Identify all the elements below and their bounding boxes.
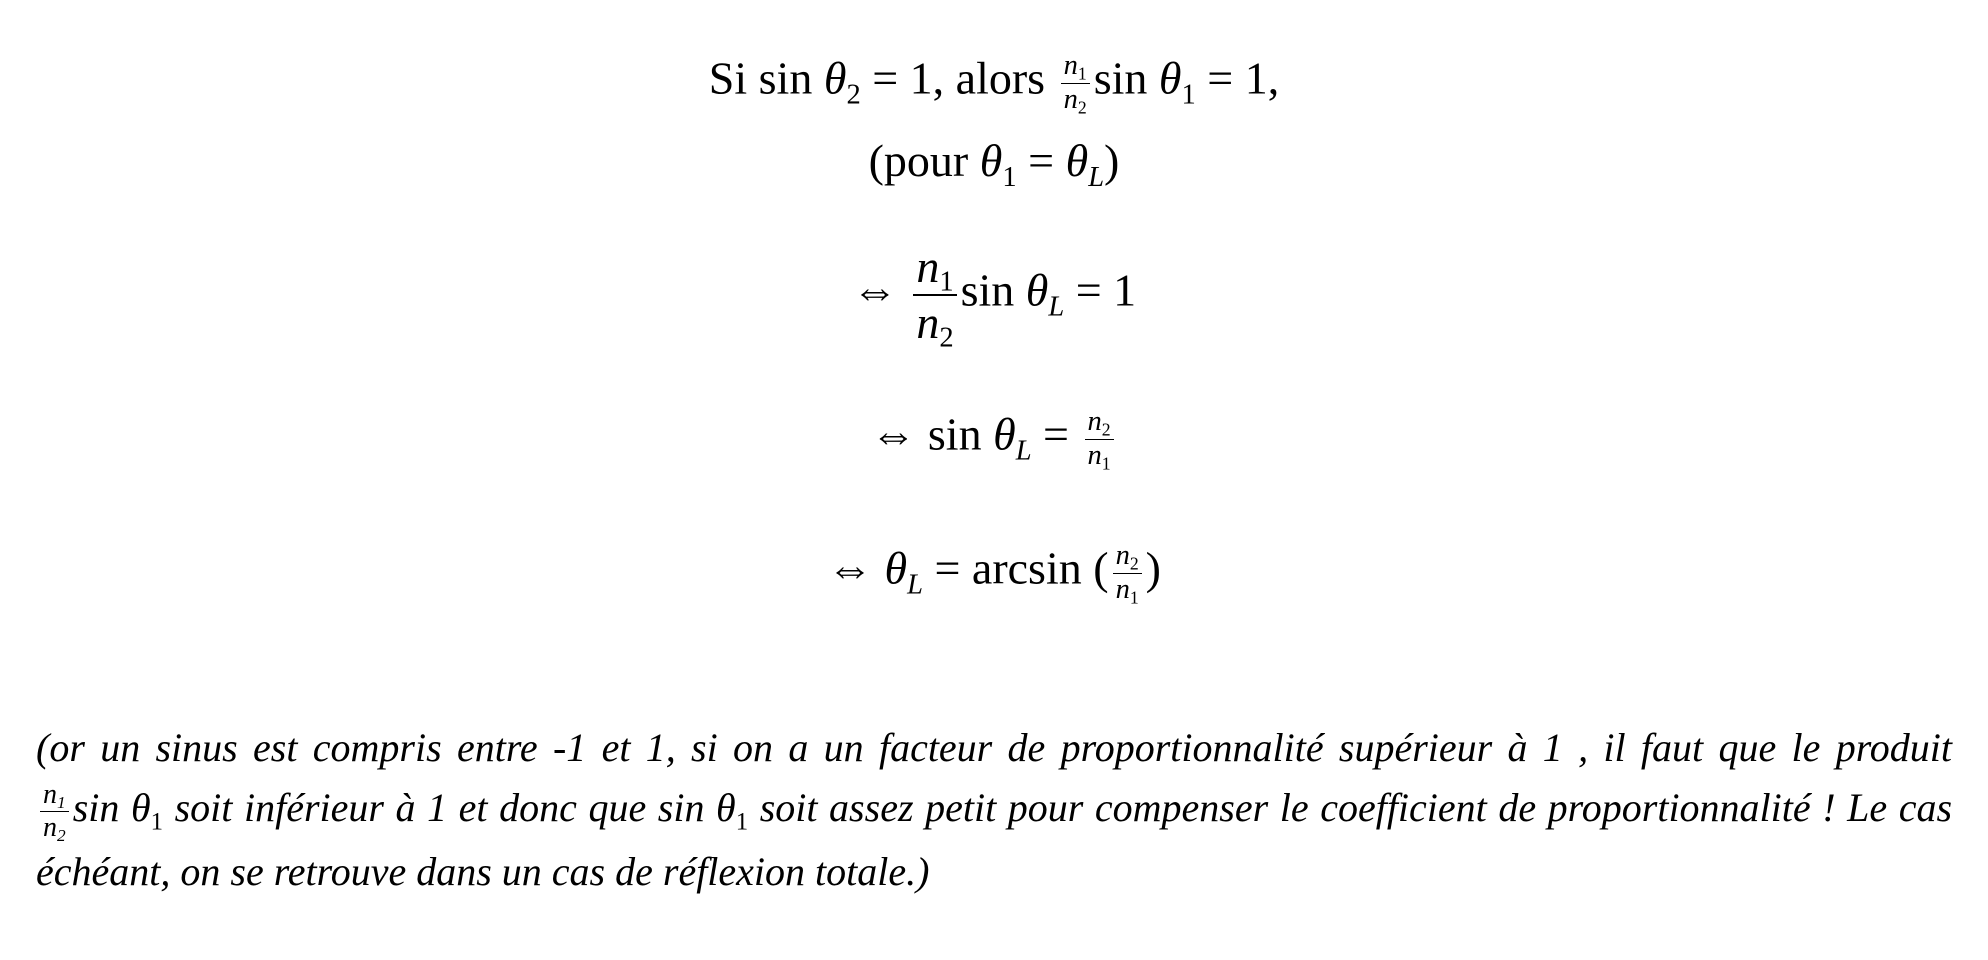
note-paragraph: [36, 718, 1952, 902]
eq1-fraction: [1061, 50, 1090, 117]
eq4-frac-num-sub: 2: [1101, 419, 1111, 440]
eq1-theta-sub: 2: [846, 79, 861, 111]
eq2-theta-sub: 1: [1002, 161, 1017, 193]
note-theta-a-sub: 1: [150, 808, 164, 836]
eq5-frac-num-sub: 2: [1129, 553, 1139, 574]
eq1-frac-den-sub: 2: [1077, 96, 1087, 117]
eq5-theta-sub: L: [907, 569, 923, 601]
eq2-theta-b: θ: [1065, 135, 1089, 186]
eq3-equals-one: = 1: [1064, 264, 1137, 316]
note-part-3: soit assez petit pour compenser le coefficient de proportionnalité ! Le cas échéant, on se retrouve dans un cas de réflexion totale.): [36, 785, 1953, 895]
eq4-sin: sin: [916, 408, 982, 460]
eq2-theta: θ: [979, 135, 1003, 186]
eq2-open: (pour: [868, 135, 980, 186]
eq3-frac-num-sub: 1: [939, 266, 954, 298]
note-frac-den-sub: 2: [57, 826, 66, 846]
eq1-prefix: Si sin: [708, 52, 813, 104]
note-frac-num-sub: 1: [57, 793, 66, 813]
note-inline-math-1: [36, 779, 175, 846]
note-frac-den: n: [43, 812, 57, 844]
eq1-theta: θ: [823, 52, 847, 104]
eq4-arrow: ⇔: [870, 408, 917, 460]
note-part-1: (or un sinus est compris entre -1 et 1, si on a un facteur de proportionnalité supérieur à 1 , il faut que le produit: [36, 725, 1952, 770]
equation-line-1: [0, 50, 1988, 117]
equation-line-5: [0, 540, 1988, 607]
eq5-frac-num: n: [1115, 540, 1130, 571]
eq1-equals-one-end: = 1,: [1195, 52, 1280, 104]
eq4-fraction: [1085, 406, 1114, 473]
eq4-frac-num: n: [1087, 406, 1102, 437]
eq5-frac-den-sub: 1: [1129, 586, 1139, 607]
eq5-fraction: [1113, 540, 1142, 607]
eq2-equals: =: [1016, 135, 1066, 186]
note-sin-b: sin: [657, 785, 705, 830]
note-inline-math-2: [657, 785, 760, 836]
eq3-arrow: ⇔: [851, 264, 898, 316]
eq3-sin: sin: [960, 264, 1015, 316]
eq3-frac-den-sub: 2: [939, 322, 954, 354]
eq1-theta-b: θ: [1158, 52, 1182, 104]
eq1-theta-b-sub: 1: [1181, 79, 1196, 111]
eq5-equals-arcsin: = arcsin (: [922, 542, 1109, 594]
eq5-close: ): [1145, 542, 1161, 594]
eq3-frac-den: n: [916, 297, 940, 348]
eq3-fraction: [913, 241, 956, 354]
eq4-frac-den: n: [1087, 439, 1102, 471]
note-part-2: soit inférieur à 1 et donc que: [174, 785, 658, 830]
equation-line-3: [0, 241, 1988, 354]
eq4-equals: =: [1031, 408, 1081, 460]
eq2-close: ): [1104, 135, 1120, 186]
note-fraction: [40, 779, 69, 846]
note-theta-a: θ: [130, 785, 151, 830]
eq2-theta-b-sub: L: [1088, 161, 1105, 193]
eq1-frac-num-sub: 1: [1077, 63, 1087, 84]
eq3-theta-sub: L: [1048, 291, 1065, 323]
note-sin-a: sin: [72, 785, 120, 830]
note-theta-b-sub: 1: [735, 808, 749, 836]
eq4-theta: θ: [993, 408, 1016, 460]
eq4-frac-den-sub: 1: [1101, 452, 1111, 473]
equation-line-4: [0, 406, 1988, 473]
eq5-theta: θ: [872, 542, 908, 594]
eq3-frac-num: n: [916, 241, 940, 292]
eq1-frac-num: n: [1063, 50, 1078, 81]
eq5-frac-den: n: [1115, 573, 1130, 605]
eq1-equals-one: = 1, alors: [860, 52, 1057, 104]
eq1-sin: sin: [1093, 52, 1148, 104]
eq4-theta-sub: L: [1015, 435, 1032, 467]
note-theta-b: θ: [716, 785, 736, 830]
equation-line-2: [0, 135, 1988, 193]
note-frac-num: n: [43, 779, 57, 811]
eq5-arrow: ⇔: [826, 542, 873, 594]
eq1-frac-den: n: [1063, 83, 1078, 115]
eq3-theta: θ: [1025, 264, 1049, 316]
